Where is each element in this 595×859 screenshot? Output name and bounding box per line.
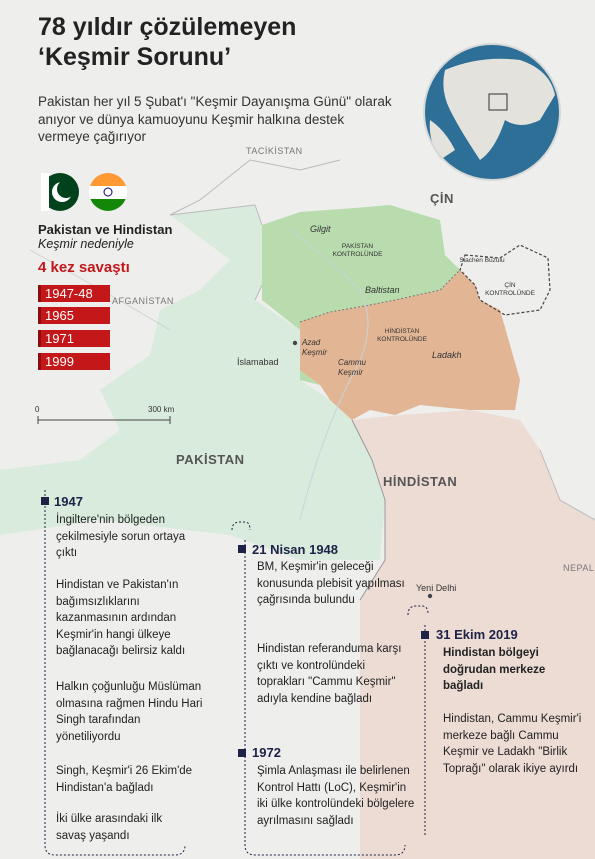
timeline-marker bbox=[238, 545, 246, 553]
timeline-text: Hindistan, Cammu Keşmir'i merkeze bağlı Cammu Keşmir ve Ladakh "Birlik Toprağı" olarak ikiye ayırdı bbox=[443, 713, 582, 775]
war-year-tag: 1965 bbox=[38, 307, 110, 324]
title-line-2: ‘Keşmir Sorunu’ bbox=[38, 43, 232, 71]
scale-start: 0 bbox=[35, 405, 40, 414]
war-year-tag: 1999 bbox=[38, 353, 110, 370]
war-year-tag: 1971 bbox=[38, 330, 110, 347]
timeline-marker bbox=[238, 749, 246, 757]
label-ladakh: Ladakh bbox=[432, 350, 462, 360]
label-islamabad: İslamabad bbox=[237, 357, 279, 367]
label-afghanistan: AFGANİSTAN bbox=[112, 296, 174, 306]
timeline-marker bbox=[41, 497, 49, 505]
scale-end: 300 km bbox=[148, 405, 175, 414]
timeline-date: 1947 bbox=[54, 494, 83, 509]
label-azad: Azad Keşmir bbox=[302, 338, 327, 357]
label-china-control: ÇİN KONTROLÜNDE bbox=[485, 282, 535, 297]
label-tajikistan: TACİKİSTAN bbox=[246, 146, 303, 156]
label-pakistan-control: PAKİSTAN KONTROLÜNDE bbox=[332, 243, 383, 258]
label-india: HİNDİSTAN bbox=[383, 474, 458, 489]
timeline-date: 21 Nisan 1948 bbox=[252, 542, 339, 557]
label-baltistan: Baltistan bbox=[365, 285, 400, 295]
page-subtitle: Pakistan her yıl 5 Şubat'ı "Keşmir Dayanışma Günü" olarak anıyor ve dünya kamuoyunu Keşmir halkına destek vermeye çağırıyor bbox=[38, 94, 392, 144]
label-nepal: NEPAL bbox=[563, 563, 595, 573]
page-title bbox=[38, 12, 296, 72]
timeline-headline: Hindistan bölgeyi doğrudan merkeze bağladı bbox=[443, 647, 546, 692]
timeline-text: Şimla Anlaşması ile belirlenen Kontrol Hattı (LoC), Keşmir'in iki ülke kontrolündeki bölgelere ayrılmasını sağladı bbox=[257, 765, 415, 827]
timeline-text: İki ülke arasındaki ilk savaş yaşandı bbox=[56, 813, 163, 842]
war-year-tag: 1947-48 bbox=[38, 285, 110, 302]
wars-count: 4 kez savaştı bbox=[38, 259, 130, 276]
label-pakistan: PAKİSTAN bbox=[176, 452, 245, 467]
label-china: ÇİN bbox=[430, 191, 454, 206]
timeline-text: İngiltere'nin bölgeden çekilmesiyle sorun ortaya çıktı bbox=[56, 514, 186, 559]
wars-title: Pakistan ve Hindistan bbox=[38, 222, 173, 237]
timeline-text: Halkın çoğunluğu Müslüman olmasına rağmen Hindu Hari Singh tarafından yönetiliyordu bbox=[56, 681, 203, 743]
timeline-text: Hindistan ve Pakistan'ın bağımsızlıklarını kazanmasının ardından Keşmir'in hangi ülkeye bağlanacağı belirsiz kaldı bbox=[56, 579, 186, 657]
label-gilgit: Gilgit bbox=[310, 224, 331, 234]
timeline-text: Singh, Keşmir'i 26 Ekim'de Hindistan'a bağladı bbox=[56, 765, 193, 794]
timeline-date: 1972 bbox=[252, 745, 281, 760]
title-line-1: 78 yıldır çözülemeyen bbox=[38, 13, 297, 41]
label-india-control: HİNDİSTAN KONTROLÜNDE bbox=[377, 328, 427, 343]
timeline-text: Hindistan referanduma karşı çıktı ve kontrolündeki toprakları "Cammu Keşmir" adıyla kendine bağladı bbox=[257, 643, 402, 705]
label-new-delhi: Yeni Delhi bbox=[416, 583, 457, 593]
wars-subtitle: Keşmir nedeniyle bbox=[38, 237, 134, 251]
timeline-text: BM, Keşmir'in geleceği konusunda plebisit yapılması çağrısında bulundu bbox=[257, 561, 405, 606]
timeline-date: 31 Ekim 2019 bbox=[436, 627, 518, 642]
globe-icon bbox=[424, 44, 560, 180]
timeline-marker bbox=[421, 631, 429, 639]
label-siachen: Siachen Buzulu bbox=[459, 257, 505, 264]
label-jammu: Cammu Keşmir bbox=[338, 358, 367, 377]
